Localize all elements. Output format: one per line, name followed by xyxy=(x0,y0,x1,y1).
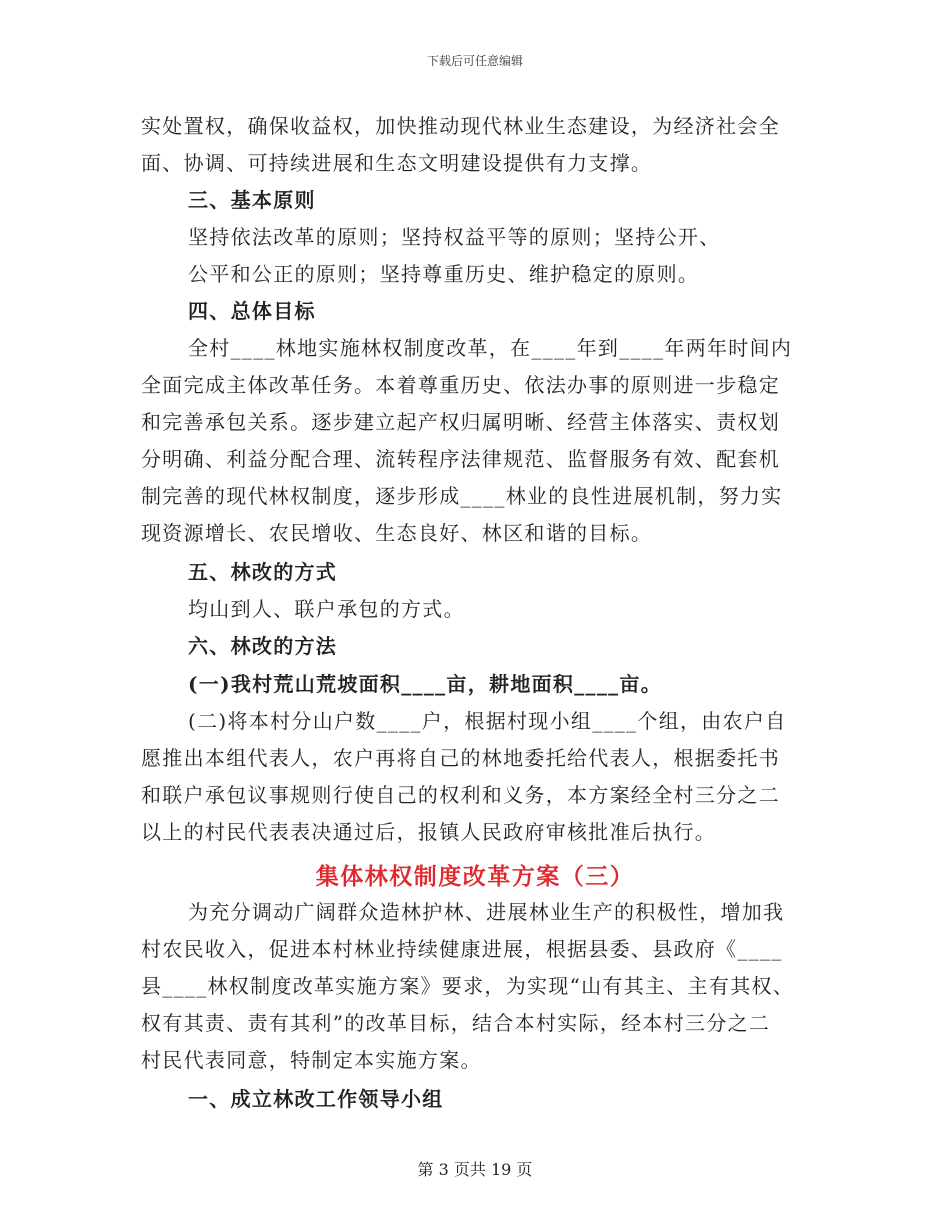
paragraph-line: 分明确、利益分配合理、流转程序法律规范、监督服务有效、配套机 xyxy=(141,447,780,471)
paragraph-line: 公平和公正的原则；坚持尊重历史、维护稳定的原则。 xyxy=(188,262,700,286)
paragraph-line: 和联户承包议事规则行使自己的权利和义务，本方案经全村三分之二 xyxy=(141,783,780,807)
section-heading-goals: 四、总体目标 xyxy=(188,299,316,323)
paragraph-line: 实处置权，确保收益权，加快推动现代林业生态建设，为经济社会全 xyxy=(141,114,780,138)
paragraph-line: 权有其责、责有其利”的改革目标，结合本村实际，经本村三分之二 xyxy=(141,1011,771,1035)
paragraph-line: 村农民收入，促进本村林业持续健康进展，根据县委、县政府《____ xyxy=(141,937,783,961)
paragraph-line: 面、协调、可持续进展和生态文明建设提供有力支撑。 xyxy=(141,151,653,175)
paragraph-line: 全面完成主体改革任务。本着尊重历史、依法办事的原则进一步稳定 xyxy=(141,373,780,397)
section-heading-methods: 六、林改的方法 xyxy=(188,634,338,658)
paragraph-line: 村民代表同意，特制定本实施方案。 xyxy=(141,1048,482,1072)
section-title: 集体林权制度改革方案（三） xyxy=(315,864,635,890)
paragraph-line: 以上的村民代表表决通过后，报镇人民政府审核批准后执行。 xyxy=(141,820,717,844)
bold-item-one: (一)我村荒山荒坡面积____亩，耕地面积____亩。 xyxy=(188,672,663,696)
section-heading-methods-type: 五、林改的方式 xyxy=(188,560,338,584)
paragraph-line: 现资源增长、农民增收、生态良好、林区和谐的目标。 xyxy=(141,521,653,545)
paragraph-line: 均山到人、联户承包的方式。 xyxy=(188,597,465,621)
paragraph-line: 县____林权制度改革实施方案》要求，为实现“山有其主、主有其权、 xyxy=(141,974,795,998)
paragraph-line: 愿推出本组代表人，农户再将自己的林地委托给代表人，根据委托书 xyxy=(141,746,780,770)
paragraph-line: (二)将本村分山户数____户，根据村现小组____个组，由农户自 xyxy=(188,709,787,733)
paragraph-line: 制完善的现代林权制度，逐步形成____林业的良性进展机制，努力实 xyxy=(141,484,783,508)
page-header: 下载后可任意编辑 xyxy=(426,54,523,68)
paragraph-line: 为充分调动广阔群众造林护林、进展林业生产的积极性，增加我 xyxy=(188,900,785,924)
paragraph-line: 坚持依法改革的原则；坚持权益平等的原则；坚持公开、 xyxy=(188,225,721,249)
section-heading-principles: 三、基本原则 xyxy=(188,188,316,212)
paragraph-line: 全村____林地实施林权制度改革，在____年到____年两年时间内 xyxy=(188,336,793,360)
paragraph-line: 和完善承包关系。逐步建立起产权归属明晰、经营主体落实、责权划 xyxy=(141,410,780,434)
page-footer: 第 3 页共 19 页 xyxy=(417,1160,533,1179)
section-heading-leadership-group: 一、成立林改工作领导小组 xyxy=(188,1087,444,1111)
